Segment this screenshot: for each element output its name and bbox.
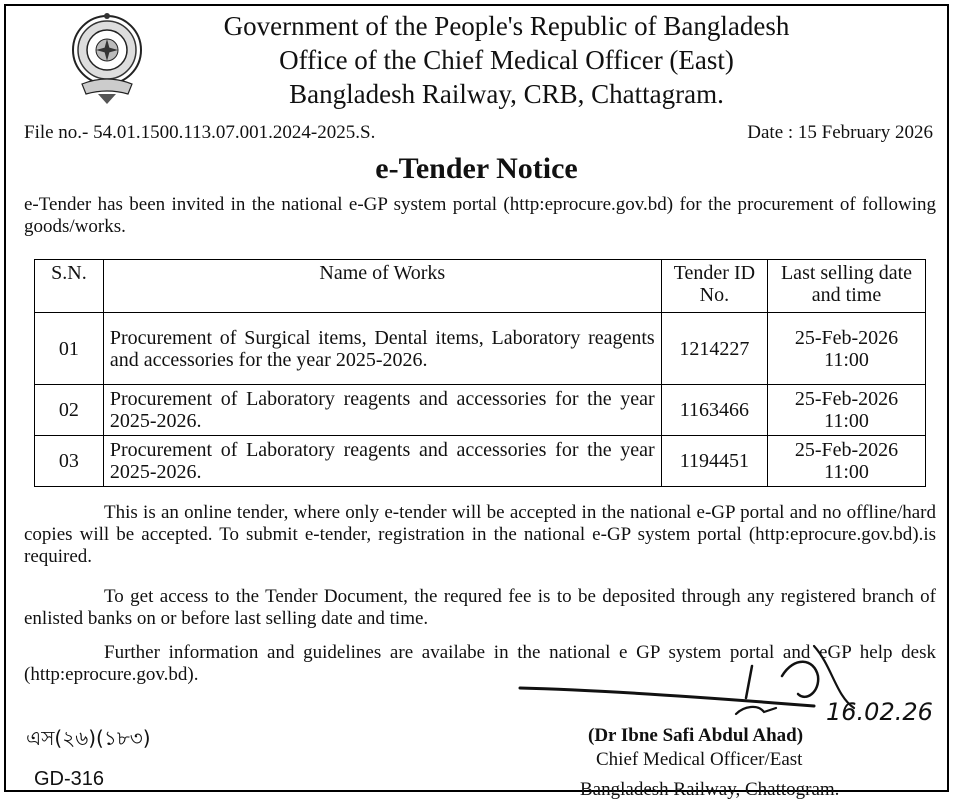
cell-sn: 01 xyxy=(35,313,104,385)
cell-last-selling xyxy=(768,313,926,385)
memo-number: এস(২৬)(১৮৩) xyxy=(26,726,151,750)
file-number: File no.- 54.01.1500.113.07.001.2024-2025.S. xyxy=(24,122,376,143)
cell-sn: 02 xyxy=(35,385,104,436)
cell-time: 11:00 xyxy=(824,461,869,483)
cell-time: 11:00 xyxy=(824,348,869,371)
paragraph-online-tender: This is an online tender, where only e-tender will be accepted in the national e-GP portal and no offline/hard copies will be accepted. To submit e-tender, registration in the national e-GP system portal (http:eprocure.gov.bd).is required. xyxy=(24,502,936,567)
cell-date: 25-Feb-2026 xyxy=(794,326,899,349)
cell-tender-id: 1194451 xyxy=(661,436,767,487)
cell-date: 25-Feb-2026 xyxy=(794,439,899,461)
header-government: Government of the People's Republic of Bangladesh xyxy=(223,11,790,41)
column-header-works: Name of Works xyxy=(103,260,661,313)
cell-last-selling xyxy=(768,385,926,436)
cell-date: 25-Feb-2026 xyxy=(794,388,899,410)
header-office: Office of the Chief Medical Officer (East) xyxy=(279,45,734,75)
notice-document xyxy=(4,4,949,800)
officer-designation: Chief Medical Officer/East xyxy=(596,749,803,770)
gd-code: GD-316 xyxy=(34,768,105,790)
column-header-sn: S.N. xyxy=(35,260,104,313)
tender-table xyxy=(34,259,926,487)
cell-last-selling xyxy=(768,436,926,487)
notice-date: Date : 15 February 2026 xyxy=(747,122,933,143)
header-railway: Bangladesh Railway, CRB, Chattagram. xyxy=(289,79,724,109)
cell-work: Procurement of Laboratory reagents and accessories for the year 2025-2026. xyxy=(103,385,661,436)
table-row xyxy=(35,313,926,385)
paragraph-tender-document: To get access to the Tender Document, the requred fee is to be deposited through any registered branch of enlisted banks on or before last selling date and time. xyxy=(24,586,936,629)
page-title: e-Tender Notice xyxy=(375,152,578,185)
officer-office: Bangladesh Railway, Chattogram. xyxy=(580,779,840,800)
table-header-row xyxy=(35,260,926,313)
column-header-last-selling: Last selling date and time xyxy=(768,260,926,313)
signature-block xyxy=(580,724,840,802)
handwritten-date: 16.02.26 xyxy=(826,698,933,726)
table-row xyxy=(35,385,926,436)
paragraph-further-info: Further information and guidelines are availabe in the national e GP system portal and eGP help desk (http:eprocure.gov.bd). xyxy=(24,642,936,685)
intro-text: e-Tender has been invited in the national e-GP system portal (http:eprocure.gov.bd) for the procurement of following goods/works. xyxy=(24,194,936,237)
cell-tender-id: 1214227 xyxy=(661,313,767,385)
table-row xyxy=(35,436,926,487)
cell-tender-id: 1163466 xyxy=(661,385,767,436)
cell-sn: 03 xyxy=(35,436,104,487)
cell-work: Procurement of Surgical items, Dental items, Laboratory reagents and accessories for the year 2025-2026. xyxy=(103,313,661,385)
handwritten-signature xyxy=(514,636,954,736)
officer-name: (Dr Ibne Safi Abdul Ahad) xyxy=(588,725,804,746)
column-header-tender-id: Tender ID No. xyxy=(661,260,767,313)
cell-time: 11:00 xyxy=(824,410,869,432)
cell-work: Procurement of Laboratory reagents and accessories for the year 2025-2026. xyxy=(103,436,661,487)
